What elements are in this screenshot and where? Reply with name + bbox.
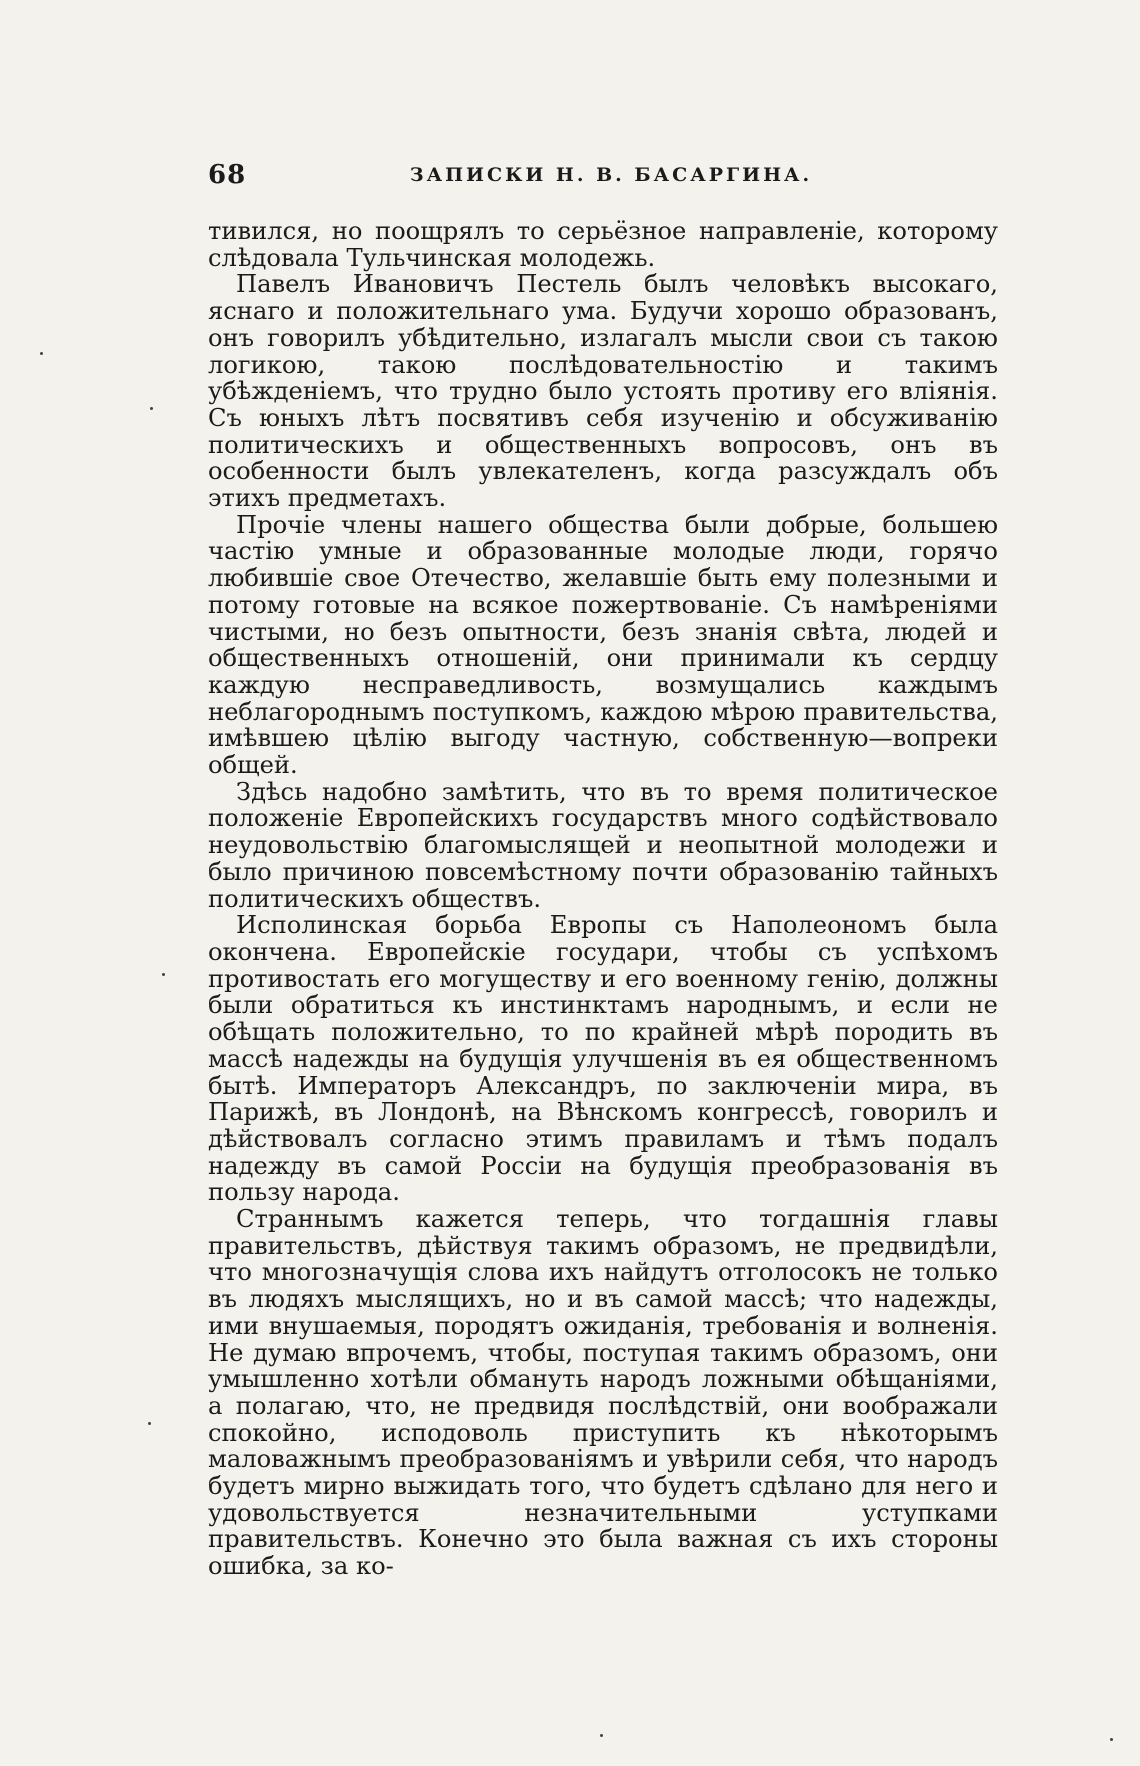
body-text <box>208 218 998 1580</box>
paragraph-4: Здѣсь надобно замѣтить, что въ то время политическое положеніе Европейскихъ государствъ много содѣйствовало неудовольствію благомыслящей и неопытной молодежи и было причиною повсемѣстному почти образованію тайныхъ политическихъ обществъ. <box>208 777 998 913</box>
scan-speck <box>162 973 165 976</box>
page-number: 68 <box>208 160 247 190</box>
scan-speck <box>600 1734 603 1737</box>
scan-speck <box>148 1422 151 1425</box>
paragraph-3: Прочіе члены нашего общества были добрые, большею частію умные и образованные молодые люди, горячо любившіе свое Отечество, желавшіе быть ему полезными и потому готовые на всякое пожертвованіе. Съ намѣреніями чистыми, но безъ опытности, безъ знанія свѣта, людей и общественныхъ отношеній, они принимали къ сердцу каждую несправедливость, возмущались каждымъ неблагороднымъ поступкомъ, каждою мѣрою правительства, имѣвшею цѣлію выгоду частную, собственную—вопреки общей. <box>208 510 998 780</box>
paragraph-1: тивился, но поощрялъ то серьёзное направленіе, которому слѣдовала Тульчинская молодежь. <box>208 217 998 272</box>
scan-speck <box>150 407 153 410</box>
page-header <box>208 160 1014 196</box>
scan-speck <box>1110 1738 1113 1741</box>
paragraph-6: Страннымъ кажется теперь, что тогдашнія главы правительствъ, дѣйствуя такимъ образомъ, не предвидѣли, что многозначущія слова ихъ найдутъ отголосокъ не только въ людяхъ мыслящихъ, но и въ самой массѣ; что надежды, ими внушаемыя, породятъ ожиданія, требованія и волненія. Не думаю впрочемъ, чтобы, поступая такимъ образомъ, они умышленно хотѣли обмануть народъ ложными обѣщаніями, а полагаю, что, не предвидя послѣдствій, они воображали спокойно, исподоволь приступить къ нѣкоторымъ маловажнымъ преобразованіямъ и увѣрили себя, что народъ будетъ мирно выжидать того, что будетъ сдѣлано для него и удовольствуется незначительными уступками правительствъ. Конечно это была важная съ ихъ стороны ошибка, за ко- <box>208 1205 998 1581</box>
paragraph-5: Исполинская борьба Европы съ Наполеономъ была окончена. Европейскіе государи, чтобы съ успѣхомъ противостать его могуществу и его военному генію, должны были обратиться къ инстинктамъ народнымъ, и если не обѣщать положительно, то по крайней мѣрѣ породить въ массѣ надежды на будущія улучшенія въ ея общественномъ бытѣ. Императоръ Александръ, по заключеніи мира, въ Парижѣ, въ Лондонѣ, на Вѣнскомъ конгрессѣ, говорилъ и дѣйствовалъ согласно этимъ правиламъ и тѣмъ подалъ надежду въ самой Россіи на будущія преобразованія въ пользу народа. <box>208 911 998 1207</box>
paragraph-2: Павелъ Ивановичъ Пестель былъ человѣкъ высокаго, яснаго и положительнаго ума. Будучи хорошо образованъ, онъ говорилъ убѣдительно, излагалъ мысли свои съ такою логикою, такою послѣдовательностію и такимъ убѣжденіемъ, что трудно было устоять противу его вліянія. Съ юныхъ лѣтъ посвятивъ себя изученію и обсуживанію политическихъ и общественныхъ вопросовъ, онъ въ особенности былъ увлекателенъ, когда разсуждалъ объ этихъ предметахъ. <box>208 270 998 513</box>
scan-speck <box>40 352 43 355</box>
running-title: ЗАПИСКИ Н. В. БАСАРГИНА. <box>409 164 813 186</box>
